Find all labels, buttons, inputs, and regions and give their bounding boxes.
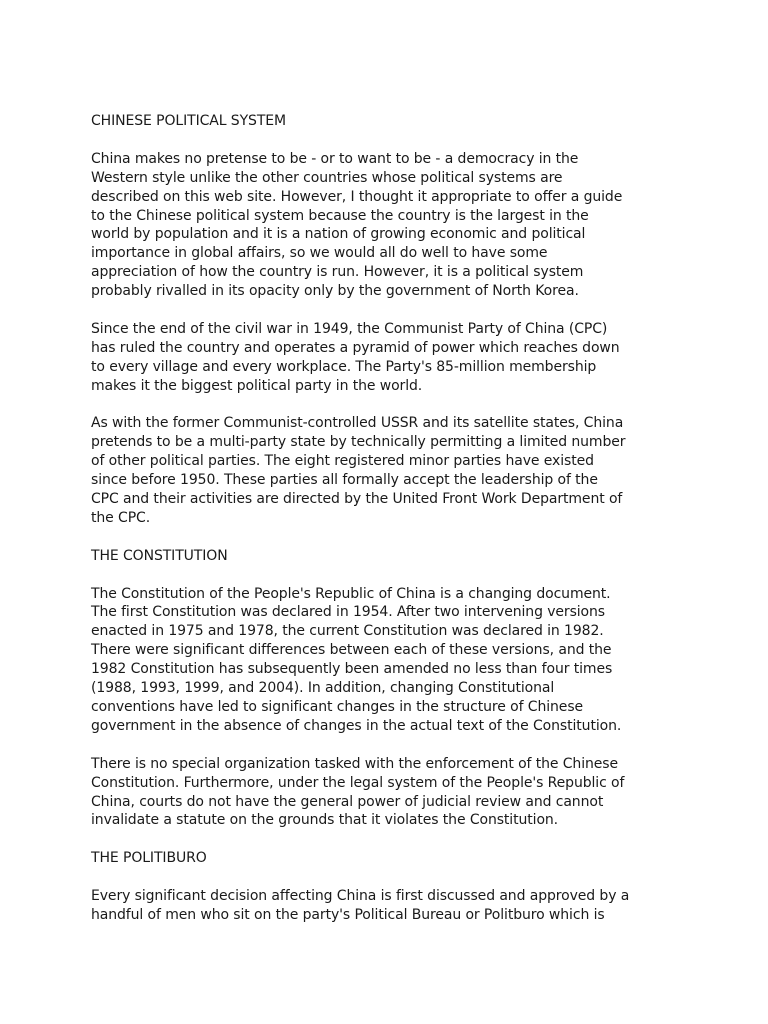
text-line: appreciation of how the country is run. However, it is a political system <box>91 264 584 281</box>
text-line: described on this web site. However, I thought it appropriate to offer a guide <box>91 188 623 205</box>
text-line: probably rivalled in its opacity only by the government of North Korea. <box>91 283 579 300</box>
text-line: China, courts do not have the general power of judicial review and cannot <box>91 793 604 810</box>
paragraph <box>91 585 691 736</box>
text-line: Since the end of the civil war in 1949, the Communist Party of China (CPC) <box>91 320 608 337</box>
text-line: handful of men who sit on the party's Political Bureau or Politburo which is <box>91 906 605 923</box>
text-line: pretends to be a multi-party state by technically permitting a limited number <box>91 434 626 451</box>
text-line: CPC and their activities are directed by the United Front Work Department of <box>91 491 623 508</box>
text-line: to the Chinese political system because the country is the largest in the <box>91 207 589 224</box>
text-line: (1988, 1993, 1999, and 2004). In addition, changing Constitutional <box>91 680 555 697</box>
section-chinese-political-system <box>91 112 691 528</box>
text-line: Every significant decision affecting China is first discussed and approved by a <box>91 888 630 905</box>
text-line: China makes no pretense to be - or to want to be - a democracy in the <box>91 150 579 167</box>
text-line: The Constitution of the People's Republic of China is a changing document. <box>91 585 611 602</box>
text-line: enacted in 1975 and 1978, the current Constitution was declared in 1982. <box>91 623 604 640</box>
text-line: has ruled the country and operates a pyramid of power which reaches down <box>91 339 620 356</box>
text-line: to every village and every workplace. The Party's 85-million membership <box>91 358 597 375</box>
text-line: The first Constitution was declared in 1954. After two intervening versions <box>91 604 605 621</box>
text-line: the CPC. <box>91 509 151 526</box>
text-line: invalidate a statute on the grounds that it violates the Constitution. <box>91 812 559 829</box>
document-page <box>91 112 691 944</box>
text-line: As with the former Communist-controlled USSR and its satellite states, China <box>91 415 624 432</box>
section-the-politiburo <box>91 849 691 925</box>
section-heading: THE POLITIBURO <box>91 850 207 867</box>
paragraph <box>91 150 691 301</box>
text-line: There were significant differences between each of these versions, and the <box>91 642 612 659</box>
section-the-constitution <box>91 547 691 831</box>
text-line: importance in global affairs, so we would all do well to have some <box>91 245 548 262</box>
text-line: of other political parties. The eight registered minor parties have existed <box>91 453 594 470</box>
text-line: Constitution. Furthermore, under the legal system of the People's Republic of <box>91 774 625 791</box>
text-line: makes it the biggest political party in the world. <box>91 377 423 394</box>
text-line: 1982 Constitution has subsequently been amended no less than four times <box>91 661 613 678</box>
section-heading: CHINESE POLITICAL SYSTEM <box>91 113 287 129</box>
paragraph <box>91 320 691 396</box>
section-heading: THE CONSTITUTION <box>91 547 228 564</box>
paragraph <box>91 414 691 527</box>
text-line: government in the absence of changes in the actual text of the Constitution. <box>91 717 622 734</box>
text-line: world by population and it is a nation of growing economic and political <box>91 226 586 243</box>
text-line: Western style unlike the other countries whose political systems are <box>91 169 563 186</box>
text-line: conventions have led to significant changes in the structure of Chinese <box>91 699 584 716</box>
paragraph <box>91 755 691 831</box>
text-line: since before 1950. These parties all formally accept the leadership of the <box>91 472 598 489</box>
paragraph <box>91 887 691 925</box>
text-line: There is no special organization tasked with the enforcement of the Chinese <box>91 755 618 772</box>
